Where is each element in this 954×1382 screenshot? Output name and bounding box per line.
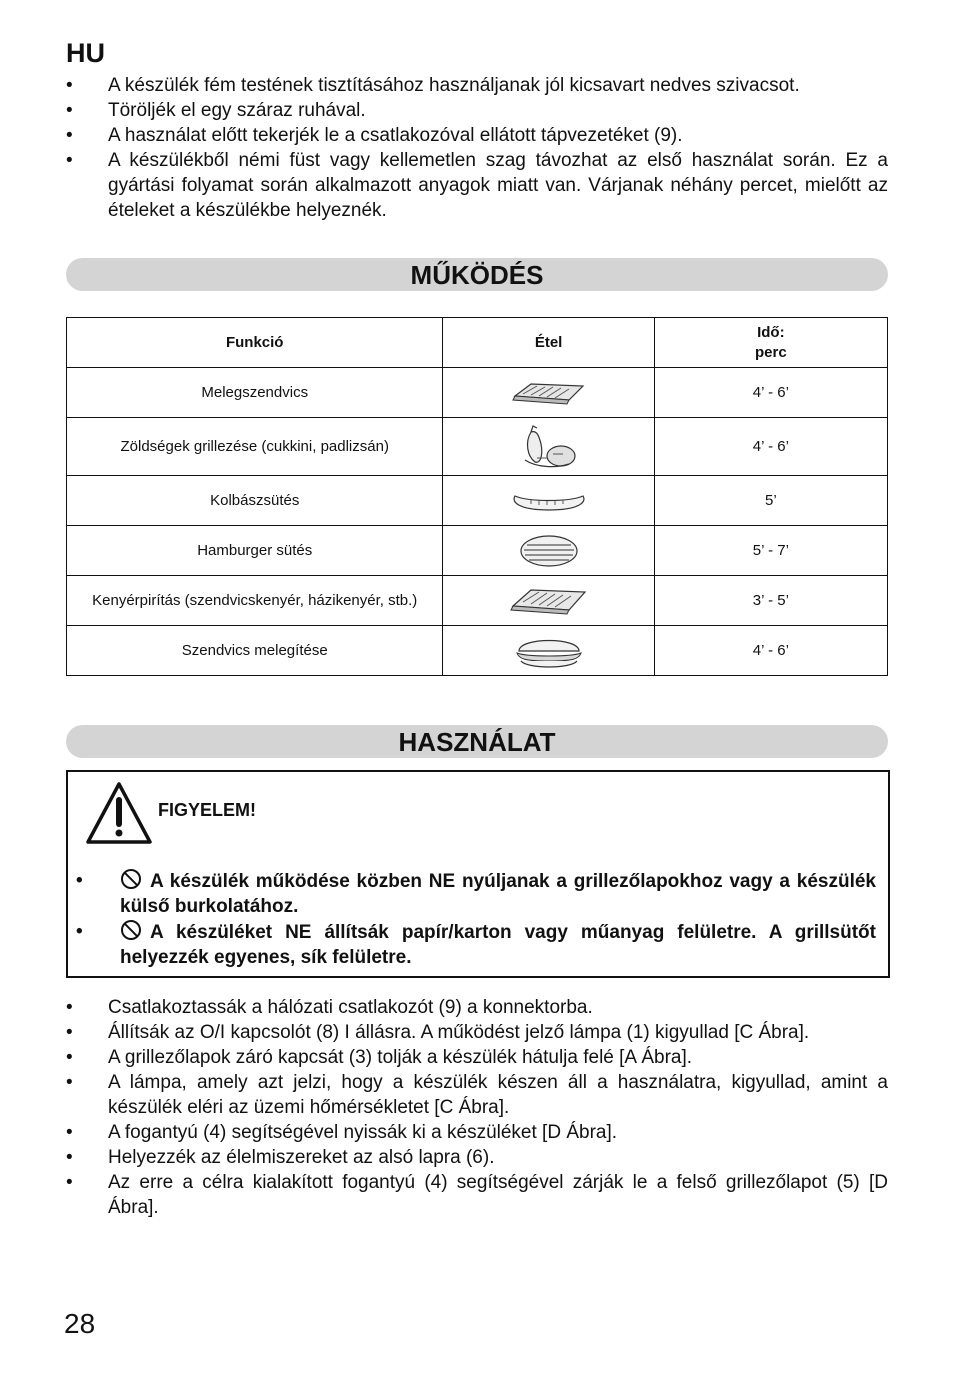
bullet: • xyxy=(66,1047,73,1068)
table-row xyxy=(67,576,888,626)
list-item-text: A fogantyú (4) segítségével nyissák ki a készüléket [D Ábra]. xyxy=(108,1122,618,1143)
list-item-text: Állítsák az O/I kapcsolót (8) I állásra. A működést jelző lámpa (1) kigyullad [C Ábra]. xyxy=(108,1022,810,1043)
bullet: • xyxy=(66,1147,73,1168)
section-heading-usage: HASZNÁLAT xyxy=(66,725,888,758)
usage-list xyxy=(66,995,888,1220)
vegetables-icon xyxy=(517,424,581,470)
warning-item xyxy=(68,868,876,919)
bullet: • xyxy=(66,150,73,171)
time-cell: 3’ - 5’ xyxy=(654,576,887,626)
bullet: • xyxy=(66,125,73,146)
table-row xyxy=(67,626,888,676)
function-cell: Szendvics melegítése xyxy=(67,626,443,676)
bullet: • xyxy=(76,870,83,891)
list-item-text: A grillezőlapok záró kapcsát (3) tolják a készülék hátulja felé [A Ábra]. xyxy=(108,1047,693,1068)
header-time: Idő: perc xyxy=(654,318,887,368)
list-item-text: Helyezzék az élelmiszereket az alsó lapra (6). xyxy=(108,1147,495,1168)
warning-box xyxy=(66,770,890,978)
toast-bread-icon xyxy=(507,586,591,616)
warning-title: FIGYELEM! xyxy=(158,800,256,820)
bullet: • xyxy=(66,997,73,1018)
table-row xyxy=(67,476,888,526)
food-cell xyxy=(443,418,654,476)
food-cell xyxy=(443,368,654,418)
list-item xyxy=(66,995,888,1020)
table-row xyxy=(67,368,888,418)
time-cell: 4’ - 6’ xyxy=(654,418,887,476)
header-food: Étel xyxy=(443,318,654,368)
bullet: • xyxy=(66,1122,73,1143)
list-item-text: A használat előtt tekerjék le a csatlakozóval ellátott tápvezetéket (9). xyxy=(108,125,683,146)
list-item xyxy=(66,1170,888,1220)
page-number: 28 xyxy=(64,1308,96,1339)
time-cell: 5’ - 7’ xyxy=(654,526,887,576)
time-cell: 4’ - 6’ xyxy=(654,626,887,676)
list-item xyxy=(66,1120,888,1145)
food-cell xyxy=(443,526,654,576)
time-cell: 5’ xyxy=(654,476,887,526)
list-item xyxy=(66,73,888,98)
table-row xyxy=(67,418,888,476)
cooking-times-table xyxy=(66,317,888,676)
list-item-text: Töröljék el egy száraz ruhával. xyxy=(108,100,366,121)
section-heading-operation: MŰKÖDÉS xyxy=(66,258,888,291)
list-item xyxy=(66,1145,888,1170)
function-cell: Kenyérpirítás (szendvicskenyér, házikenyér, stb.) xyxy=(67,576,443,626)
food-cell xyxy=(443,476,654,526)
table-row xyxy=(67,526,888,576)
list-item xyxy=(66,98,888,123)
function-cell: Hamburger sütés xyxy=(67,526,443,576)
prohibited-icon xyxy=(120,919,142,941)
bullet: • xyxy=(66,1072,73,1093)
sausage-icon xyxy=(509,488,589,514)
list-item-text: Csatlakoztassák a hálózati csatlakozót (9) a konnektorba. xyxy=(108,997,593,1018)
header-function: Funkció xyxy=(67,318,443,368)
function-cell: Kolbászsütés xyxy=(67,476,443,526)
hamburger-icon xyxy=(517,534,581,568)
bullet: • xyxy=(76,921,83,942)
time-cell: 4’ - 6’ xyxy=(654,368,887,418)
food-cell xyxy=(443,576,654,626)
list-item xyxy=(66,1020,888,1045)
list-item-text: A készülék fém testének tisztításához használjanak jól kicsavart nedves szivacsot. xyxy=(108,75,800,96)
list-item xyxy=(66,123,888,148)
function-cell: Zöldségek grillezése (cukkini, padlizsán) xyxy=(67,418,443,476)
list-item-text: A lámpa, amely azt jelzi, hogy a készülék készen áll a használatra, kigyullad, amint a készülék eléri az üzemi hőmérsékletet [C Ábra]. xyxy=(108,1072,888,1118)
intro-list xyxy=(66,73,888,223)
bullet: • xyxy=(66,1022,73,1043)
list-item-text: A készülékből némi füst vagy kellemetlen szag távozhat az első használat során. Ez a gyártási folyamat során alkalmazott anyagok miatt van. Várjanak néhány percet, mielőtt az ételeket a készülékbe helyeznék. xyxy=(108,150,888,221)
toasted-sandwich-icon xyxy=(509,380,589,406)
bullet: • xyxy=(66,75,73,96)
warning-list xyxy=(68,868,876,970)
list-item xyxy=(66,1045,888,1070)
list-item xyxy=(66,148,888,223)
sandwich-roll-icon xyxy=(513,631,585,671)
table-header-row xyxy=(67,318,888,368)
food-cell xyxy=(443,626,654,676)
bullet: • xyxy=(66,1172,73,1193)
warning-text: A készüléket NE állítsák papír/karton vagy műanyag felületre. A grillsütőt helyezzék egyenes, sík felületre. xyxy=(120,922,876,968)
language-code: HU xyxy=(66,38,105,68)
bullet: • xyxy=(66,100,73,121)
function-cell: Melegszendvics xyxy=(67,368,443,418)
warning-text: A készülék működése közben NE nyúljanak a grillezőlapokhoz vagy a készülék külső burkolatához. xyxy=(120,871,876,917)
list-item xyxy=(66,1070,888,1120)
list-item-text: Az erre a célra kialakított fogantyú (4) segítségével zárják le a felső grillezőlapot (5) [D Ábra]. xyxy=(108,1172,888,1218)
prohibited-icon xyxy=(120,868,142,890)
warning-triangle-icon xyxy=(84,780,154,846)
warning-item xyxy=(68,919,876,970)
